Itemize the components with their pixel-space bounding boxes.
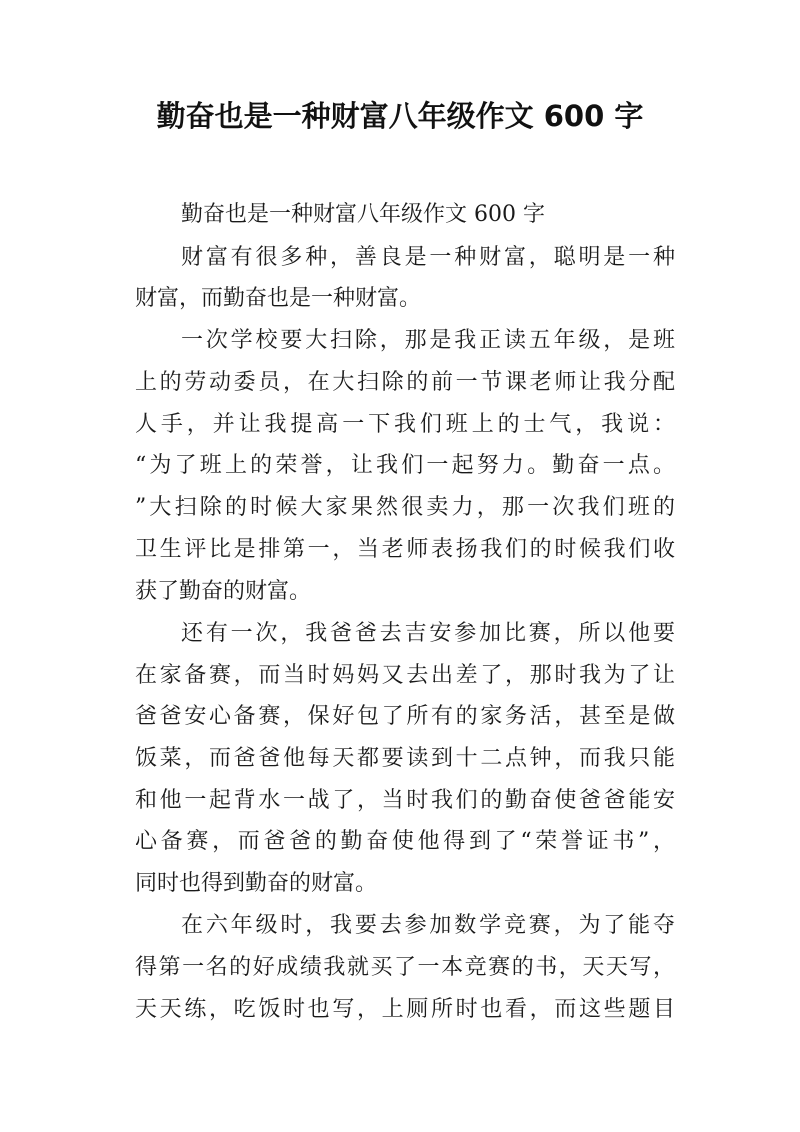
body-line: 在六年级时，我要去参加数学竞赛，为了能夺	[181, 913, 675, 938]
body-line: 同时也得到勤奋的财富。	[135, 871, 378, 896]
body-line: 在家备赛，而当时妈妈又去出差了，那时我为了让	[135, 663, 675, 688]
body-line: 获了勤奋的财富。	[135, 579, 312, 604]
body-line: 上的劳动委员，在大扫除的前一节课老师让我分配	[135, 370, 675, 395]
body-line: 和他一起背水一战了，当时我们的勤奋使爸爸能安	[135, 788, 675, 813]
body-line: 天天练，吃饭时也写，上厕所时也看，而这些题目	[135, 997, 675, 1022]
body-line: 人手，并让我提高一下我们班上的士气，我说：	[135, 412, 675, 437]
body-line: 心备赛，而爸爸的勤奋使他得到了“荣誉证书”，	[135, 829, 675, 854]
body-line: 卫生评比是排第一，当老师表扬我们的时候我们收	[135, 537, 675, 562]
body-line: 财富有很多种，善良是一种财富，聪明是一种	[181, 245, 675, 270]
document-title: 勤奋也是一种财富八年级作文 600 字	[156, 99, 644, 133]
body-line: “为了班上的荣誉，让我们一起努力。勤奋一点。	[135, 453, 675, 478]
body-line: 饭菜，而爸爸他每天都要读到十二点钟，而我只能	[135, 746, 675, 771]
body-line: ”大扫除的时候大家果然很卖力，那一次我们班的	[135, 495, 675, 520]
body-line: 勤奋也是一种财富八年级作文 600 字	[181, 202, 545, 227]
body-line: 爸爸安心备赛，保好包了所有的家务活，甚至是做	[135, 704, 675, 729]
body-line: 得第一名的好成绩我就买了一本竞赛的书，天天写，	[135, 955, 675, 980]
body-line: 还有一次，我爸爸去吉安参加比赛，所以他要	[181, 621, 675, 646]
body-line: 一次学校要大扫除，那是我正读五年级，是班	[181, 328, 675, 353]
body-line: 财富，而勤奋也是一种财富。	[135, 286, 422, 311]
